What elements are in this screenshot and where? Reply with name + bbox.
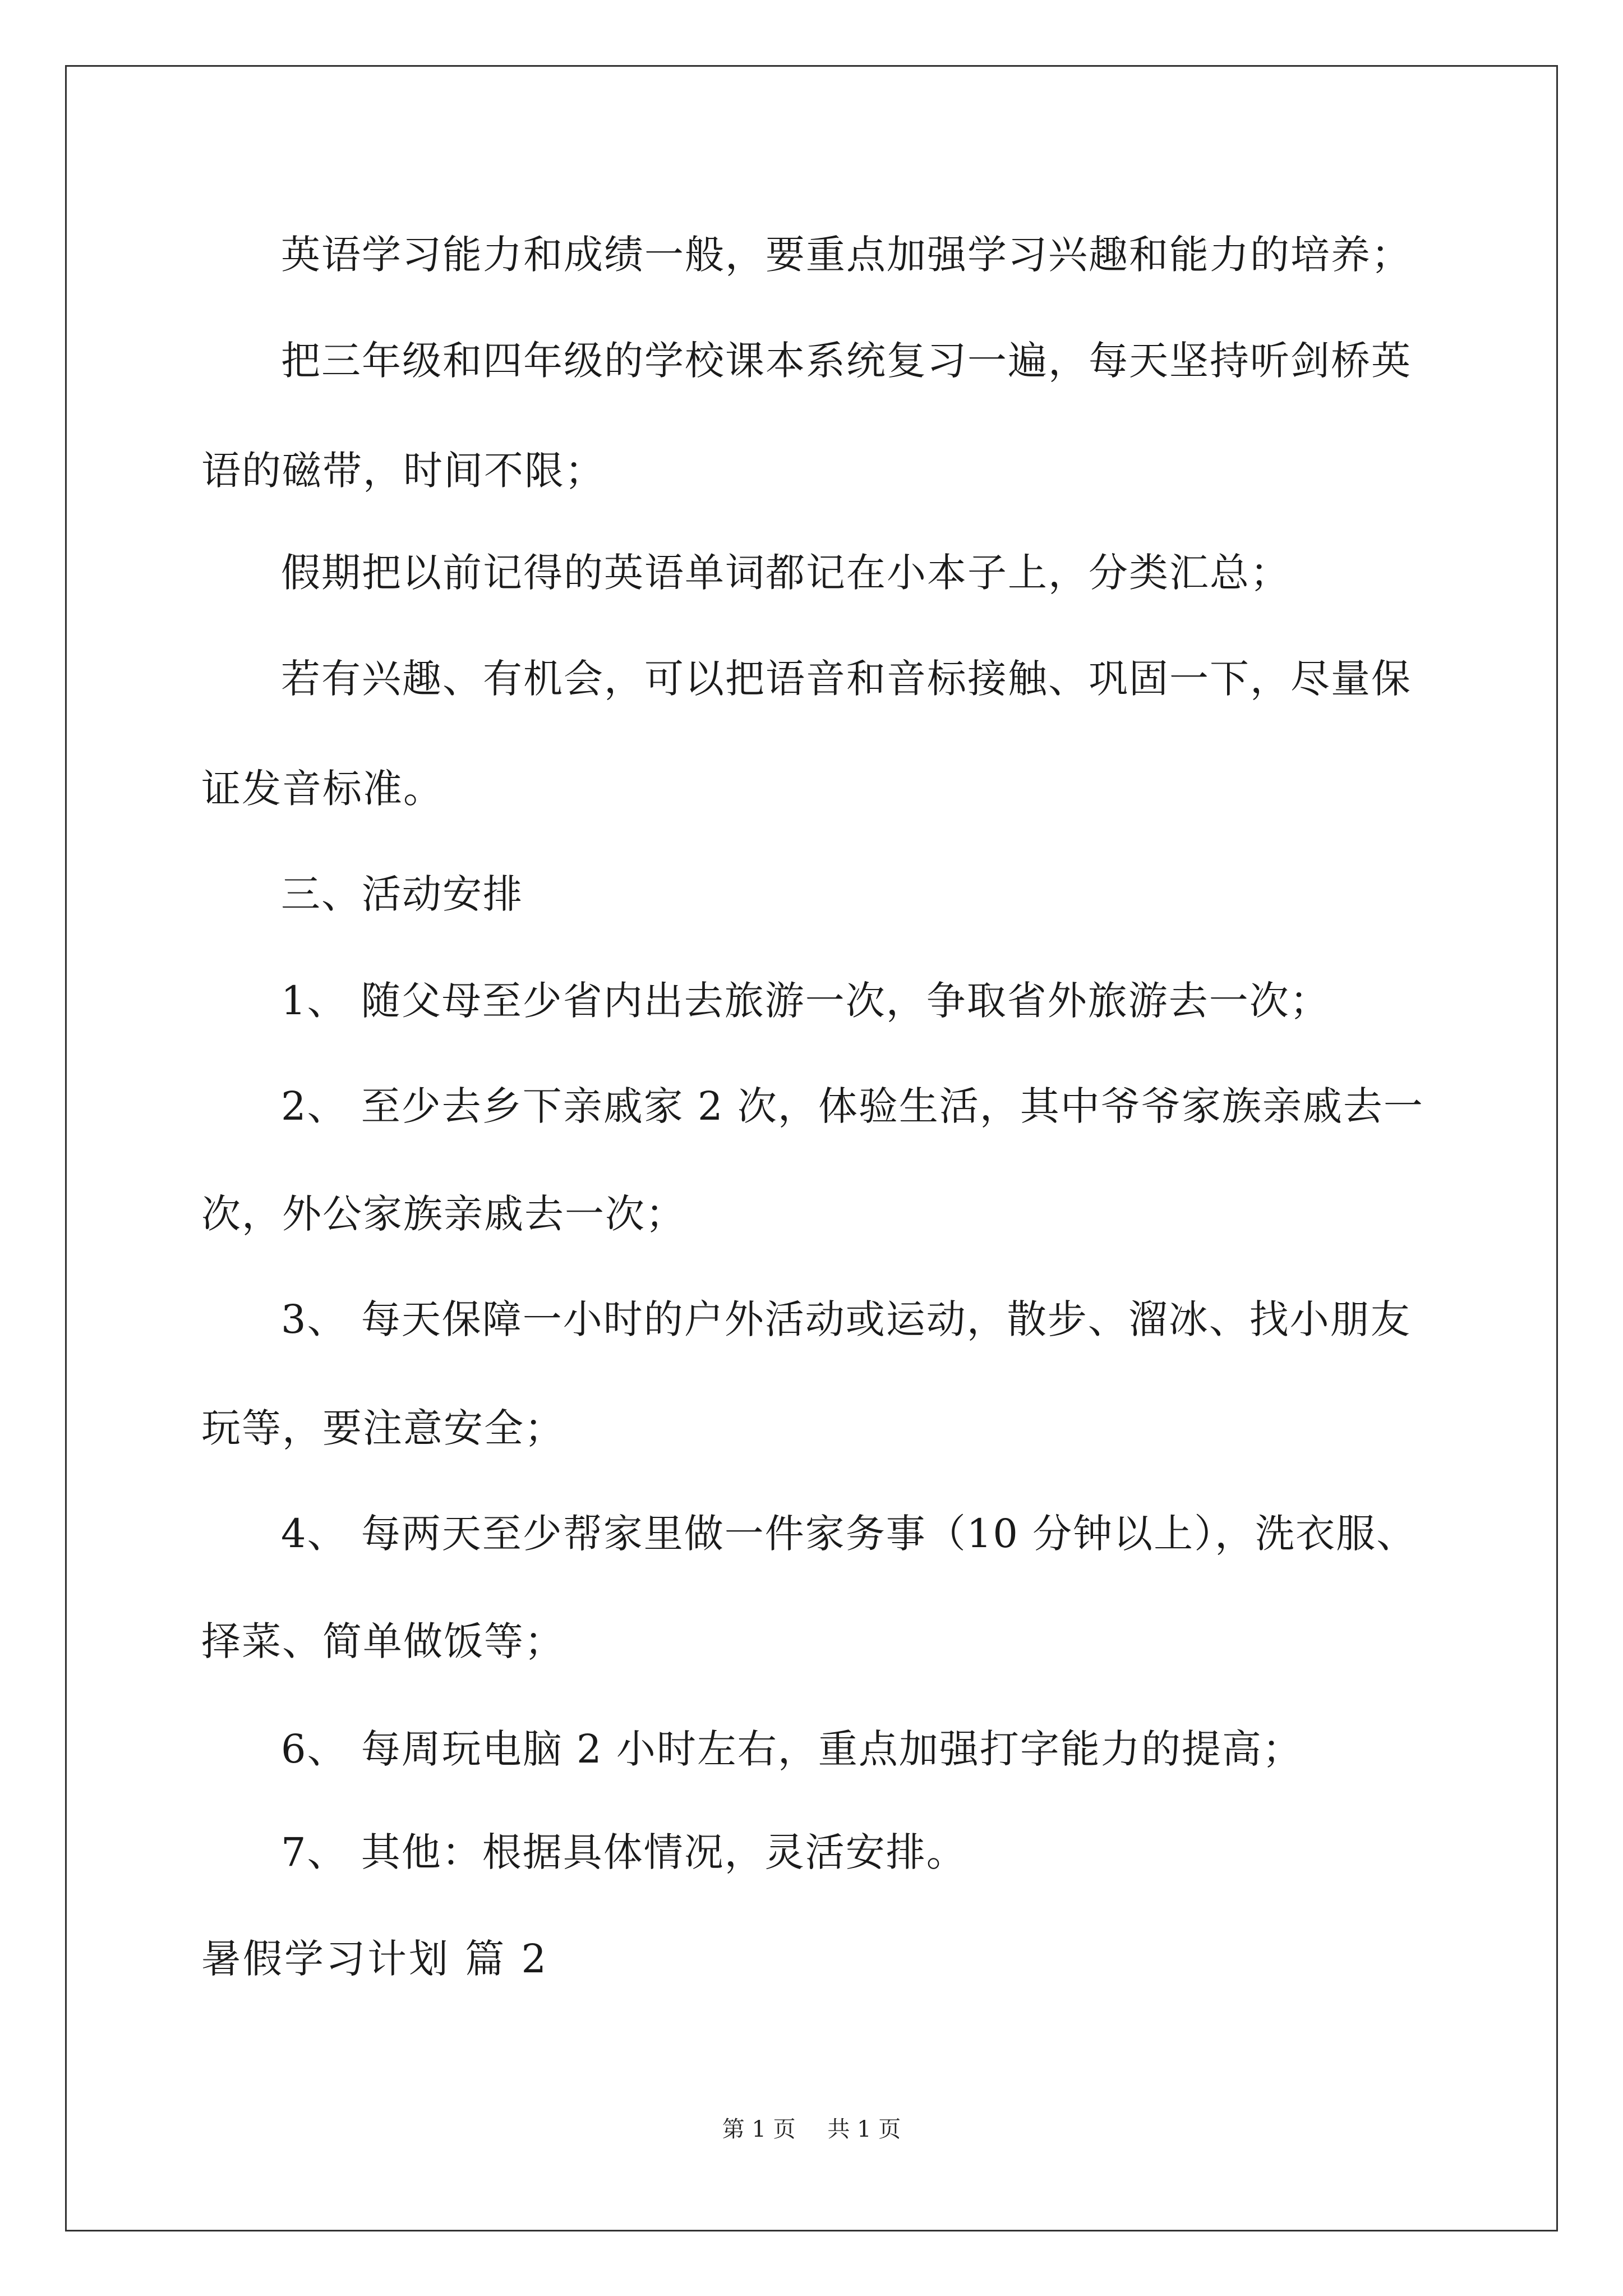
list-item-3-line2: 玩等，要注意安全； bbox=[201, 1405, 565, 1451]
paragraph-review-textbooks-line2: 语的磁带，时间不限； bbox=[201, 448, 605, 494]
paragraph-phonetics-line1: 若有兴趣、有机会，可以把语音和音标接触、巩固一下，尽量保 bbox=[281, 656, 1412, 702]
list-item-2-line1: 2、 至少去乡下亲戚家 2 次，体验生活，其中爷爷家族亲戚去一 bbox=[281, 1083, 1424, 1129]
list-item-6: 6、 每周玩电脑 2 小时左右，重点加强打字能力的提高； bbox=[281, 1726, 1303, 1772]
paragraph-english-ability: 英语学习能力和成绩一般，要重点加强学习兴趣和能力的培养； bbox=[281, 232, 1412, 278]
list-item-3-line1: 3、 每天保障一小时的户外活动或运动，散步、溜冰、找小朋友 bbox=[281, 1296, 1411, 1342]
list-item-2-line2: 次，外公家族亲戚去一次； bbox=[201, 1191, 686, 1237]
paragraph-phonetics-line2: 证发音标准。 bbox=[201, 766, 444, 812]
list-item-1: 1、 随父母至少省内出去旅游一次，争取省外旅游去一次； bbox=[281, 978, 1330, 1024]
section-heading-activities: 三、活动安排 bbox=[281, 871, 523, 917]
paragraph-review-textbooks-line1: 把三年级和四年级的学校课本系统复习一遍，每天坚持听剑桥英 bbox=[281, 338, 1412, 384]
section-title: 暑假学习计划 篇 2 bbox=[201, 1936, 549, 1982]
page-total: 共 1 页 bbox=[827, 2116, 901, 2142]
page-footer bbox=[0, 2113, 1623, 2146]
list-item-4-line1: 4、 每两天至少帮家里做一件家务事（10 分钟以上），洗衣服、 bbox=[281, 1511, 1417, 1557]
paragraph-vocabulary-notebook: 假期把以前记得的英语单词都记在小本子上，分类汇总； bbox=[281, 550, 1290, 596]
list-item-7: 7、 其他：根据具体情况，灵活安排。 bbox=[281, 1829, 967, 1875]
list-item-4-line2: 择菜、简单做饭等； bbox=[201, 1618, 565, 1664]
page-number: 第 1 页 bbox=[722, 2116, 796, 2142]
